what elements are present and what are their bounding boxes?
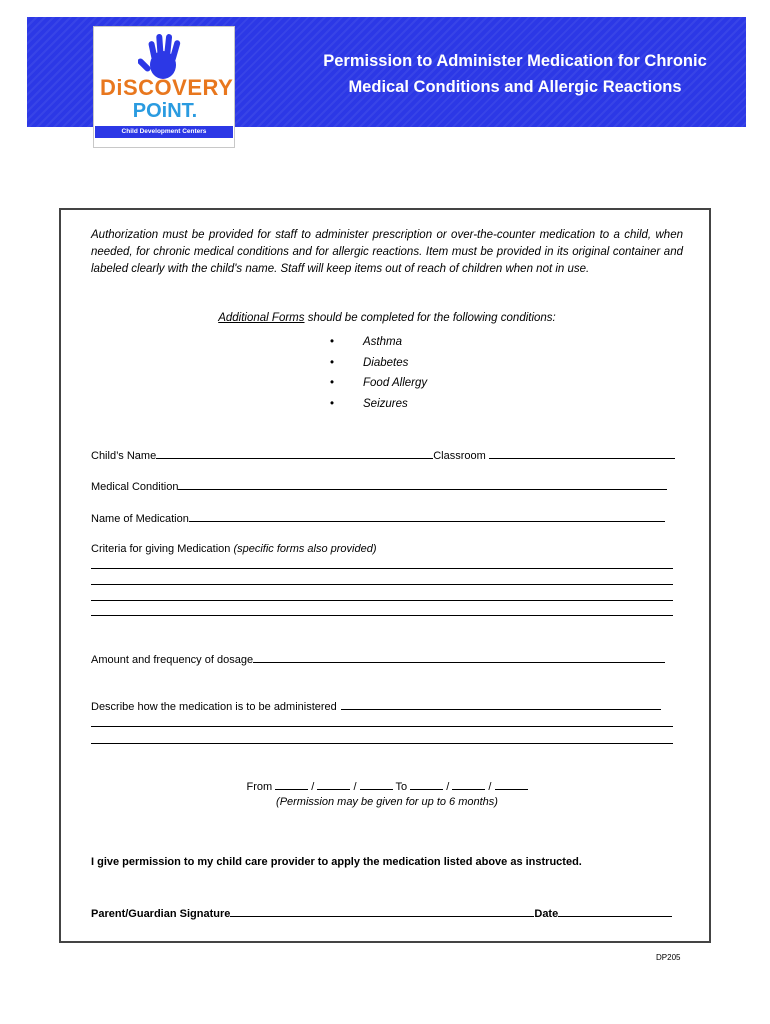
- intro-paragraph: Authorization must be provided for staff to administer prescription or over-the-counter medication to a child, when needed, for chronic medical conditions and for allergic reactions. Item must be provided in its original container and labeled clearly with the child's name. Staff will keep items out of reach of children when not in use.: [91, 229, 683, 275]
- medication-name-row: [91, 511, 665, 526]
- bullet-icon: •: [330, 356, 335, 369]
- childs-name-field[interactable]: [156, 448, 433, 459]
- additional-forms-text: should be completed for the following conditions:: [304, 312, 556, 324]
- bullet-icon: •: [330, 397, 335, 410]
- list-item: [322, 332, 427, 353]
- list-item: [322, 373, 427, 394]
- logo-word-discovery: DiSCOVERY: [100, 75, 234, 100]
- bullet-icon: •: [330, 377, 335, 389]
- criteria-line-4[interactable]: [91, 615, 673, 616]
- logo: [93, 26, 235, 148]
- signature-label: Parent/Guardian Signature: [91, 908, 231, 920]
- bullet-icon: •: [330, 336, 335, 348]
- page-title-line2: Medical Conditions and Allergic Reactions: [348, 78, 682, 96]
- from-label: From: [246, 781, 273, 793]
- condition-list: [322, 332, 427, 414]
- medical-condition-row: [91, 479, 667, 494]
- from-year-field[interactable]: [360, 779, 393, 790]
- classroom-field[interactable]: [489, 448, 675, 459]
- criteria-row: [91, 542, 377, 556]
- medication-name-label: Name of Medication: [91, 513, 189, 525]
- criteria-label: Criteria for giving Medication: [91, 543, 231, 555]
- logo-word-point: POiNT.: [132, 100, 198, 122]
- from-day-field[interactable]: [317, 779, 350, 790]
- criteria-line-1[interactable]: [91, 568, 673, 569]
- administer-field[interactable]: [341, 699, 661, 710]
- administer-row: [91, 699, 661, 714]
- additional-forms-link[interactable]: Additional Forms: [218, 312, 305, 324]
- dosage-label: Amount and frequency of dosage: [91, 654, 254, 666]
- condition-label: Asthma: [363, 336, 402, 348]
- criteria-line-2[interactable]: [91, 584, 673, 585]
- childs-name-label: Child’s Name: [91, 450, 157, 462]
- medical-condition-field[interactable]: [178, 479, 667, 490]
- criteria-note: (specific forms also provided): [233, 543, 377, 555]
- medication-name-field[interactable]: [189, 511, 665, 522]
- to-day-field[interactable]: [452, 779, 485, 790]
- date-separator: /: [488, 781, 492, 793]
- date-separator: /: [353, 781, 357, 793]
- permission-statement: I give permission to my child care provider to apply the medication listed above as instructed.: [91, 856, 582, 868]
- permission-duration-note: (Permission may be given for up to 6 months): [276, 796, 498, 808]
- list-item: [322, 353, 427, 374]
- document-id: DP205: [656, 953, 681, 962]
- signature-date-field[interactable]: [558, 906, 672, 917]
- signature-field[interactable]: [230, 906, 534, 917]
- to-year-field[interactable]: [495, 779, 528, 790]
- medical-condition-label: Medical Condition: [91, 481, 179, 493]
- condition-label: Diabetes: [363, 356, 409, 369]
- logo-tagline: Child Development Centers: [95, 126, 233, 138]
- classroom-label: Classroom: [433, 450, 486, 462]
- administer-line-1[interactable]: [91, 726, 673, 727]
- dosage-row: [91, 652, 665, 667]
- to-label: To: [395, 781, 408, 793]
- signature-date-label: Date: [534, 908, 559, 920]
- childs-name-row: [91, 448, 675, 463]
- to-month-field[interactable]: [410, 779, 443, 790]
- date-separator: /: [446, 781, 450, 793]
- criteria-line-3[interactable]: [91, 600, 673, 601]
- administer-label: Describe how the medication is to be administered: [91, 701, 337, 713]
- dosage-field[interactable]: [253, 652, 665, 663]
- from-month-field[interactable]: [275, 779, 308, 790]
- date-range-row: [91, 779, 683, 794]
- page-title: [300, 48, 730, 100]
- list-item: [322, 394, 427, 415]
- additional-forms-note: [91, 312, 683, 324]
- condition-label: Seizures: [363, 397, 408, 410]
- condition-label: Food Allergy: [363, 377, 428, 389]
- page-title-line1: Permission to Administer Medication for Chronic: [323, 52, 707, 70]
- date-separator: /: [311, 781, 315, 793]
- signature-row: [91, 906, 672, 920]
- administer-line-2[interactable]: [91, 743, 673, 744]
